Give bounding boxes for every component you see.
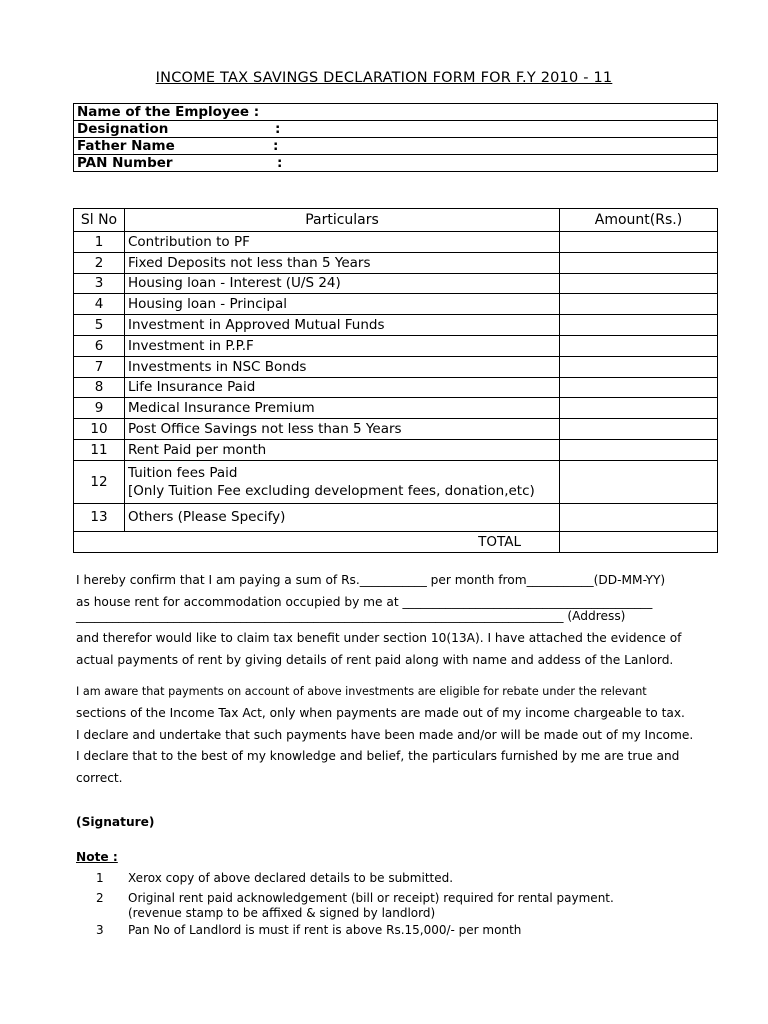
row-sl: 4 (74, 294, 125, 315)
header-amount: Amount(Rs.) (560, 209, 718, 232)
note-text: Pan No of Landlord is must if rent is above Rs.15,000/- per month (128, 923, 522, 937)
row-sl: 6 (74, 335, 125, 356)
pan-number-colon: : (277, 155, 283, 171)
father-name-label: Father Name (77, 138, 175, 154)
investment-table (73, 208, 718, 553)
employee-row-father-name (74, 138, 718, 155)
declaration-line: sections of the Income Tax Act, only when payments are made out of my income chargeable to tax. (76, 706, 685, 720)
designation-label: Designation (77, 121, 169, 137)
rent-address-line: as house rent for accommodation occupied by me at _________________________________________ (76, 595, 653, 609)
declaration-line: I declare and undertake that such payments have been made and/or will be made out of my Income. (76, 728, 694, 742)
row-sl: 3 (74, 273, 125, 294)
row-amount-cell[interactable] (560, 252, 718, 273)
row-amount-cell[interactable] (560, 460, 718, 503)
rent-confirmation-line: I hereby confirm that I am paying a sum of Rs.___________ per month from___________(DD-MM-YY) (76, 573, 666, 587)
rent-address-blank-line: ________________________________________________________________________________ (Address) (76, 609, 626, 623)
row-sl: 12 (74, 460, 125, 503)
row-particular: Medical Insurance Premium (125, 398, 560, 419)
table-row (74, 294, 718, 315)
row-particular: Tuition fees Paid (128, 464, 238, 481)
row-sl: 9 (74, 398, 125, 419)
table-row (74, 335, 718, 356)
table-row (74, 439, 718, 460)
table-row (74, 252, 718, 273)
employee-row-name (74, 104, 718, 121)
employee-row-pan (74, 155, 718, 172)
row-amount-cell[interactable] (560, 419, 718, 440)
row-particular: Others (Please Specify) (125, 503, 560, 531)
row-particular: Investment in P.P.F (125, 335, 560, 356)
row-particular: Rent Paid per month (125, 439, 560, 460)
designation-colon: : (275, 121, 281, 137)
table-row (74, 232, 718, 253)
row-particular: Post Office Savings not less than 5 Years (125, 419, 560, 440)
declaration-line: I declare that to the best of my knowledge and belief, the particulars furnished by me are true and (76, 749, 680, 763)
table-row (74, 460, 718, 503)
row-sl: 8 (74, 377, 125, 398)
table-row (74, 273, 718, 294)
rent-evidence-line: actual payments of rent by giving details of rent paid along with name and addess of the Lanlord. (76, 653, 674, 667)
row-sl: 7 (74, 356, 125, 377)
employee-row-designation (74, 121, 718, 138)
row-particular: Fixed Deposits not less than 5 Years (125, 252, 560, 273)
row-amount-cell[interactable] (560, 294, 718, 315)
father-name-colon: : (273, 138, 279, 154)
form-title: INCOME TAX SAVINGS DECLARATION FORM FOR F.Y 2010 - 11 (155, 70, 613, 86)
row-sl: 5 (74, 315, 125, 336)
row-amount-cell[interactable] (560, 232, 718, 253)
table-row (74, 356, 718, 377)
employee-details-table (73, 103, 718, 172)
declaration-line: correct. (76, 771, 123, 785)
row-sl: 1 (74, 232, 125, 253)
row-particular-note: [Only Tuition Fee excluding development fees, donation,etc) (128, 482, 535, 499)
header-sl-no: Sl No (74, 209, 125, 232)
employee-name-label: Name of the Employee : (77, 104, 260, 120)
row-amount-cell[interactable] (560, 377, 718, 398)
row-particular: Investments in NSC Bonds (125, 356, 560, 377)
note-subtext: (revenue stamp to be affixed & signed by landlord) (128, 906, 436, 920)
total-amount-cell[interactable] (560, 531, 718, 552)
row-particular-multiline (125, 460, 560, 503)
investment-header-row (74, 209, 718, 232)
table-row (74, 419, 718, 440)
header-particulars: Particulars (125, 209, 560, 232)
note-text: Original rent paid acknowledgement (bill or receipt) required for rental payment. (128, 891, 614, 905)
total-row (74, 531, 718, 552)
row-amount-cell[interactable] (560, 398, 718, 419)
row-sl: 2 (74, 252, 125, 273)
rent-claim-line: and therefor would like to claim tax benefit under section 10(13A). I have attached the evidence of (76, 631, 682, 645)
row-amount-cell[interactable] (560, 503, 718, 531)
note-number: 1 (96, 871, 104, 885)
table-row (74, 377, 718, 398)
pan-number-label: PAN Number (77, 155, 173, 171)
table-row (74, 503, 718, 531)
table-row (74, 315, 718, 336)
row-particular: Life Insurance Paid (125, 377, 560, 398)
row-amount-cell[interactable] (560, 356, 718, 377)
row-amount-cell[interactable] (560, 335, 718, 356)
row-particular: Investment in Approved Mutual Funds (125, 315, 560, 336)
row-amount-cell[interactable] (560, 273, 718, 294)
row-sl: 13 (74, 503, 125, 531)
note-number: 2 (96, 891, 104, 905)
row-amount-cell[interactable] (560, 315, 718, 336)
table-row (74, 398, 718, 419)
total-label: TOTAL (74, 531, 560, 552)
note-text: Xerox copy of above declared details to be submitted. (128, 871, 454, 885)
row-particular: Contribution to PF (125, 232, 560, 253)
note-number: 3 (96, 923, 104, 937)
signature-label: (Signature) (76, 815, 155, 829)
row-amount-cell[interactable] (560, 439, 718, 460)
row-sl: 11 (74, 439, 125, 460)
row-particular: Housing loan - Interest (U/S 24) (125, 273, 560, 294)
row-sl: 10 (74, 419, 125, 440)
declaration-line: I am aware that payments on account of above investments are eligible for rebate under the relevant (76, 685, 647, 698)
note-heading: Note : (76, 850, 118, 864)
row-particular: Housing loan - Principal (125, 294, 560, 315)
